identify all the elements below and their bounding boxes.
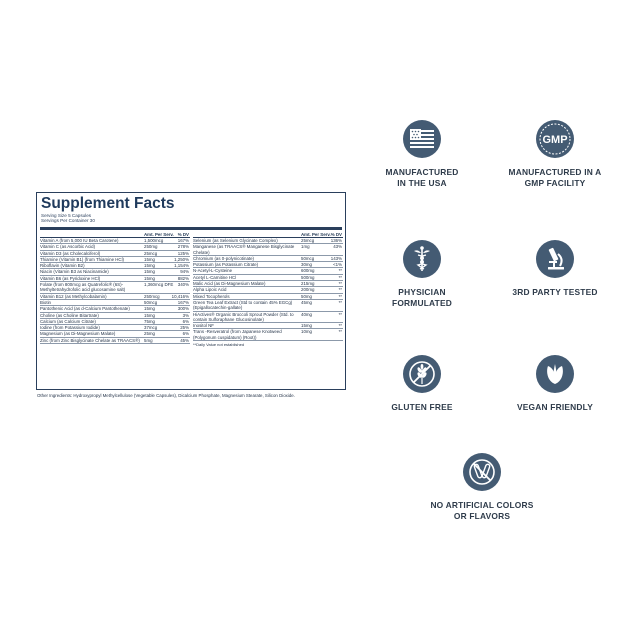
facts-row	[40, 282, 190, 294]
nutrient-amount: 40mg	[301, 311, 312, 317]
nutrient-dv: 45%	[180, 337, 189, 343]
nutrient-amount: 250mcg	[144, 293, 160, 299]
nutrient-dv: **	[338, 323, 342, 329]
nutrient-amount: 500mg	[301, 274, 315, 280]
nutrient-dv: **	[338, 293, 342, 299]
caduceus-icon	[403, 240, 441, 278]
nutrient-name: Choline (as Choline Bitartrate)	[40, 312, 99, 318]
nutrient-dv: 3%	[182, 312, 189, 318]
nutrient-dv: **	[338, 299, 342, 305]
facts-row	[193, 312, 343, 324]
nutrient-name: Magnesium (as Di-Magnesium Malate)	[40, 331, 116, 337]
nutrient-amount: 1,360mcg DFE	[144, 282, 174, 288]
nutrient-amount: 37mcg	[144, 325, 158, 331]
badge-no-artificial	[422, 453, 542, 522]
nutrient-name: Thiamine (Vitamin B1) (from Thiamine HCl)	[40, 256, 125, 262]
nutrient-amount: 15mg	[144, 263, 155, 269]
nutrient-amount: 1mg	[301, 244, 310, 250]
nutrient-dv: **	[338, 311, 342, 317]
nutrient-amount: 15mg	[144, 312, 155, 318]
badge-label: GLUTEN FREE	[391, 402, 453, 412]
nutrient-dv: 340%	[177, 282, 189, 288]
no-test-tubes-icon	[463, 453, 501, 491]
nutrient-amount: 15mg	[144, 269, 155, 275]
nutrient-dv: **	[338, 268, 342, 274]
no-wheat-icon	[403, 355, 441, 393]
nutrient-amount: 50mcg	[301, 255, 315, 261]
badge-label: PHYSICIAN FORMULATED	[392, 287, 452, 308]
nutrient-dv: 300%	[177, 306, 189, 312]
nutrient-name: Acetyl L-Carnitine HCl	[193, 274, 237, 280]
badge-label: NO ARTIFICIAL COLORS OR FLAVORS	[430, 500, 534, 521]
nutrient-name: Trans -Resveratrol (from Japanese Knotweed (Polygonum cuspidatum) (Root))	[193, 329, 282, 340]
facts-row	[193, 244, 343, 256]
nutrient-amount: 25mcg	[301, 238, 315, 243]
badge-third-party-tested	[495, 240, 615, 298]
nutrient-amount: 25mg	[144, 331, 155, 337]
nutrient-amount: 200mg	[301, 287, 315, 293]
facts-row	[193, 329, 343, 341]
nutrient-dv: 125%	[177, 250, 189, 256]
nutrient-amount: 250mg	[144, 244, 158, 250]
nutrient-amount: 30mg	[301, 262, 312, 268]
nutrient-name: Green Tea Leaf Extract (Std to contain 45% EGCg)(Epigallocatechin-gallate)	[193, 299, 293, 311]
badge-gluten-free	[362, 355, 482, 413]
nutrient-name: N-Acetyl-L-Cysteine	[193, 268, 233, 274]
nutrient-name: Manganese (as TRAACS® Manganese Bisglycinate Chelate)	[193, 244, 295, 255]
nutrient-dv: **	[338, 329, 342, 335]
nutrient-name: Vitamin C (as Ascorbic Acid)	[40, 244, 96, 250]
american-flag-icon	[403, 120, 441, 158]
nutrient-dv: 94%	[180, 269, 189, 275]
nutrient-amount: 5mg	[144, 337, 153, 343]
badge-gmp-facility	[495, 120, 615, 189]
nutrient-dv: 143%	[330, 255, 342, 261]
nutrient-name: Vitamin B12 (as Methylcobalamin)	[40, 293, 107, 299]
svg-text:GMP: GMP	[542, 134, 568, 146]
other-ingredients: Other Ingredients: Hydroxypropyl Methylcellulose (Vegetable Capsules), Dicalcium Phosphate, Magnesium Stearate, Silicon Dioxide.	[37, 393, 295, 398]
nutrient-amount: 50mcg	[144, 299, 158, 305]
nutrient-amount: 75mg	[144, 318, 155, 324]
facts-column-left	[40, 230, 190, 344]
nutrient-name: Folate (from 800mcg as Quatrefolic® (6S)-Methyltetrahydrofolic acid glucosamine salt)	[40, 282, 126, 293]
nutrient-name: Inositol NF	[193, 323, 214, 329]
badge-label: VEGAN FRIENDLY	[516, 402, 593, 412]
nutrient-amount: 45mg	[301, 299, 312, 305]
nutrient-name: Biotin	[40, 299, 51, 305]
badge-made-in-usa	[362, 120, 482, 189]
facts-row	[40, 338, 190, 344]
nutrient-amount: 15mg	[144, 306, 155, 312]
column-header	[193, 230, 343, 238]
nutrient-amount: 215mg	[301, 281, 315, 287]
facts-columns	[40, 227, 342, 386]
badge-label: MANUFACTURED IN A GMP FACILITY	[508, 167, 602, 188]
nutrient-amount: 1,500mcg	[144, 238, 164, 243]
left-rows	[40, 238, 190, 344]
nutrient-dv: **	[338, 274, 342, 280]
nutrient-name: Vitamin A (from 5,000 IU Beta Carotene)	[40, 238, 119, 243]
nutrient-dv: **	[338, 287, 342, 293]
nutrient-name: Mixed Tocopherols	[193, 293, 230, 299]
right-rows	[193, 238, 343, 341]
leaf-icon	[536, 355, 574, 393]
nutrient-name: Vitamin B6 (as Pyridoxine HCl)	[40, 275, 101, 281]
servings-per-container: Servings Per Container 30	[41, 218, 95, 224]
nutrient-dv: 1,250%	[174, 256, 189, 262]
nutrient-dv: 6%	[182, 318, 189, 324]
nutrient-name: Calcium (as Calcium Citrate)	[40, 318, 96, 324]
nutrient-dv: **	[338, 281, 342, 287]
badge-label: 3RD PARTY TESTED	[512, 287, 598, 297]
nutrient-name: Riboflavin (Vitamin B2)	[40, 263, 85, 269]
nutrient-dv: 6%	[182, 331, 189, 337]
nutrient-amount: 15mg	[144, 256, 155, 262]
nutrient-name: Vitamin D3 (as Cholecalciferol)	[40, 250, 101, 256]
facts-column-right	[193, 230, 343, 347]
column-header	[40, 230, 190, 238]
nutrient-dv: 10,416%	[171, 293, 189, 299]
nutrient-name: Iodine (from Potassium Iodide)	[40, 325, 100, 331]
gmp-icon	[536, 120, 574, 158]
nutrient-dv: 278%	[177, 244, 189, 250]
nutrient-name: Zinc (from Zinc Bisglycinate Chelate as TRAACS®)	[40, 337, 140, 343]
nutrient-dv: 25%	[180, 325, 189, 331]
nutrient-name: Malic Acid (as Di-Magnesium Malate)	[193, 281, 266, 287]
amount-header: Amt. Per Serv.	[301, 231, 331, 237]
badge-physician-formulated	[362, 240, 482, 309]
nutrient-name: Niacin (Vitamin B3 as Niacinamide)	[40, 269, 109, 275]
nutrient-dv: 882%	[177, 275, 189, 281]
nutrient-amount: 600mg	[301, 268, 315, 274]
badge-vegan-friendly	[495, 355, 615, 413]
nutrient-name: Selenium (as Selenium Glycinate Complex)	[193, 238, 278, 243]
nutrient-amount: 15mg	[301, 323, 312, 329]
badge-label: MANUFACTURED IN THE USA	[385, 167, 459, 188]
nutrient-name: Chromium (as 0-polynicotinate)	[193, 255, 255, 261]
nutrient-name: Potassium (as Potassium Citrate)	[193, 262, 259, 268]
nutrient-name: Alpha Lipoic Acid	[193, 287, 227, 293]
serving-size: Serving Size 5 Capsules	[41, 213, 92, 218]
nutrient-amount: 25mcg	[144, 250, 158, 256]
nutrient-name: HiActives® Organic Broccoli Sprout Powder (Std. to contain Sulforaphane Glucosinolate)	[193, 311, 294, 322]
supplement-facts-panel	[36, 192, 346, 390]
dv-header: % DV	[177, 231, 189, 237]
nutrient-dv: 167%	[177, 238, 189, 243]
nutrient-dv: 43%	[333, 244, 342, 250]
nutrient-dv: 1,154%	[174, 263, 189, 269]
facts-row	[193, 300, 343, 312]
nutrient-name: Pantothenic Acid (as d-Calcium Pantothenate)	[40, 306, 130, 312]
supplement-facts-title: Supplement Facts	[41, 195, 175, 212]
amount-header: Amt. Per Serv.	[144, 231, 174, 237]
nutrient-amount: 50mg	[301, 293, 312, 299]
nutrient-amount: 10mg	[301, 329, 312, 335]
nutrient-dv: 167%	[177, 299, 189, 305]
dv-header: % DV	[330, 231, 342, 237]
daily-value-footnote: **Daily Value not established	[193, 341, 245, 347]
nutrient-dv: <1%	[333, 262, 342, 268]
nutrient-amount: 15mg	[144, 275, 155, 281]
microscope-icon	[536, 240, 574, 278]
nutrient-dv: 136%	[330, 238, 342, 243]
